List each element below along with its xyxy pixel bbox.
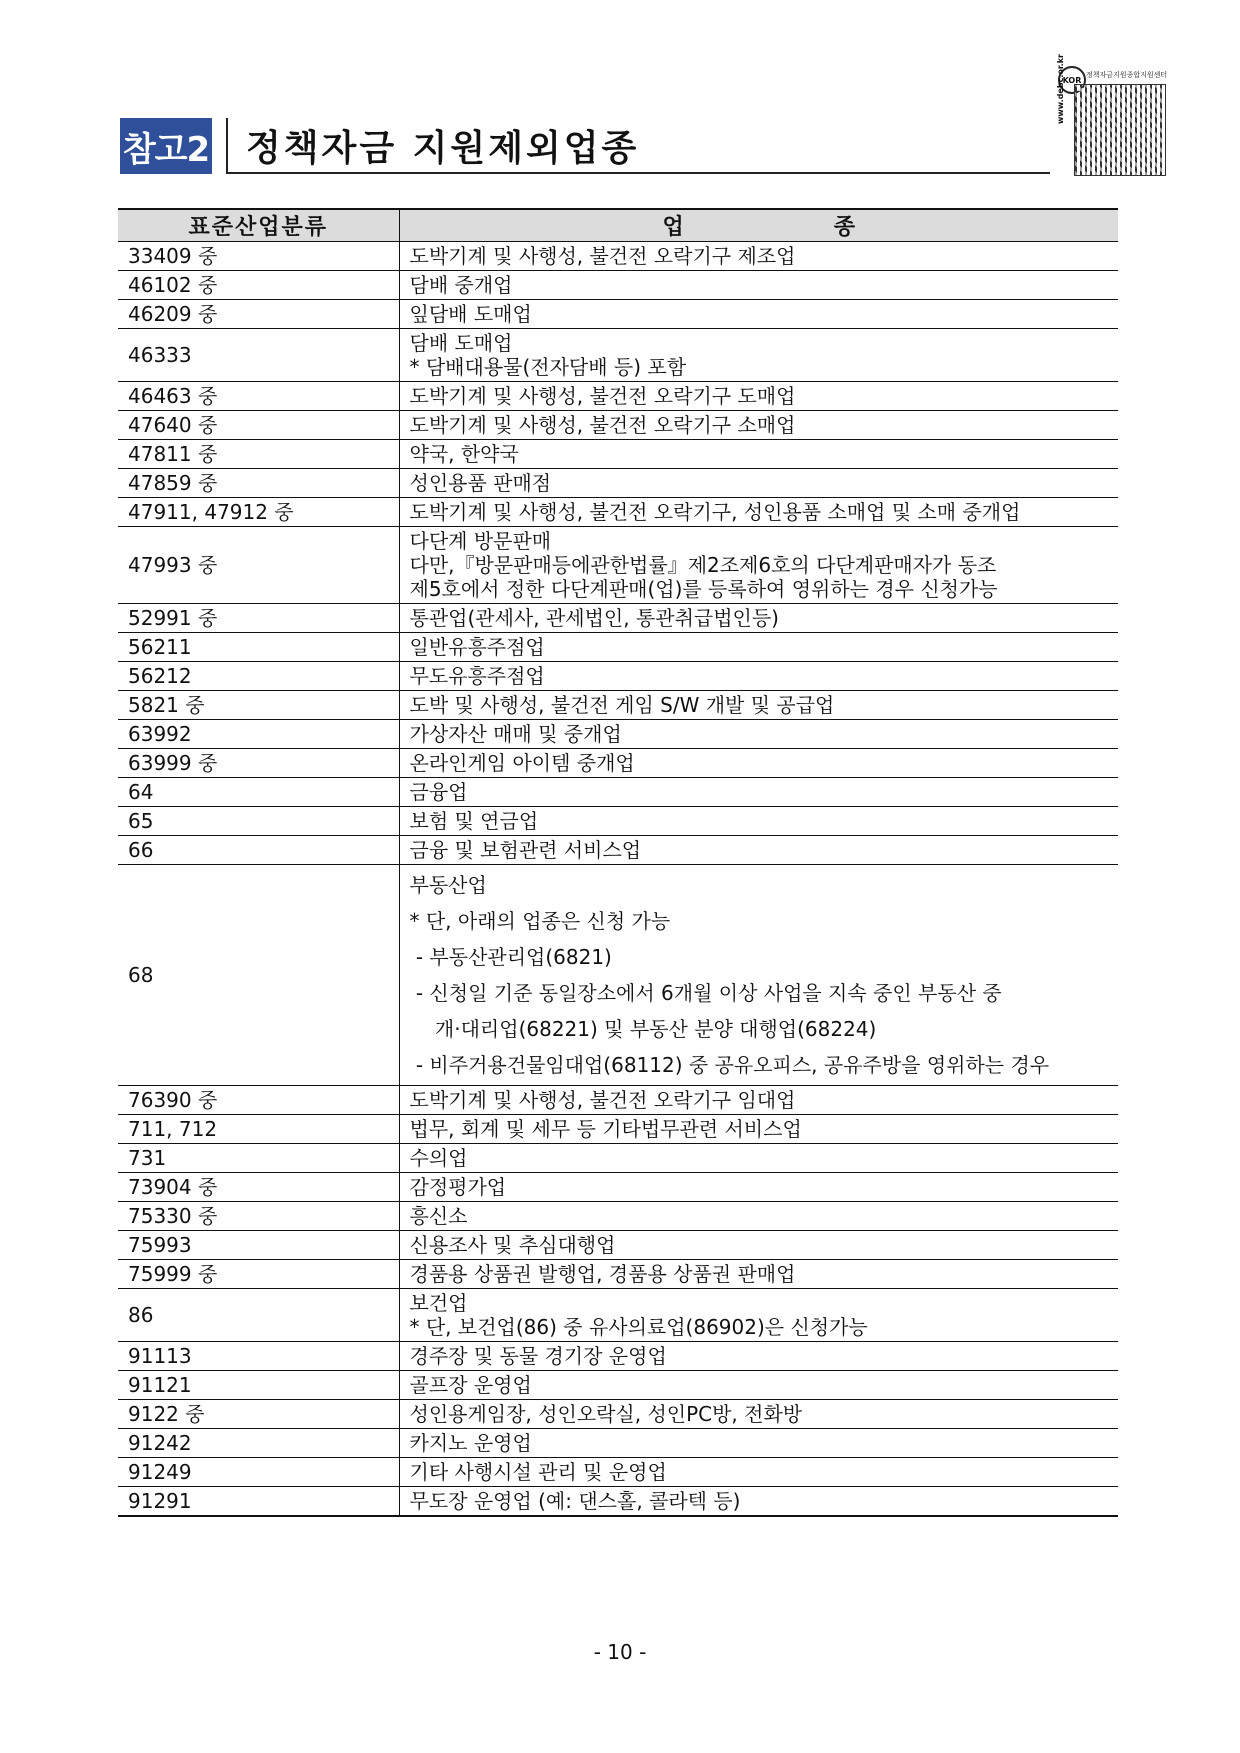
industry-description-line: 부동산업: [409, 873, 487, 897]
industry-code: 75330 중: [118, 1202, 399, 1231]
logo-url: www.debc.or.kr: [1056, 54, 1065, 124]
table-row: [118, 1144, 1118, 1173]
industry-description: [399, 749, 1118, 778]
table-row: [118, 329, 1118, 382]
industry-code: 75999 중: [118, 1260, 399, 1289]
industry-description: [399, 527, 1118, 604]
table-row: [118, 1173, 1118, 1202]
industry-description-line: 기타 사행시설 관리 및 운영업: [409, 1460, 667, 1484]
industry-description: [399, 1289, 1118, 1342]
industry-description: [399, 1115, 1118, 1144]
industry-description: [399, 1342, 1118, 1371]
industry-description-line: 가상자산 매매 및 중개업: [409, 722, 622, 746]
industry-description-line: 수의업: [409, 1146, 468, 1170]
industry-code: 76390 중: [118, 1086, 399, 1115]
table-row: [118, 440, 1118, 469]
industry-code: 91113: [118, 1342, 399, 1371]
reference-tag: 참고2: [120, 118, 212, 174]
industry-code: 47993 중: [118, 527, 399, 604]
industry-code: 46209 중: [118, 300, 399, 329]
industry-description: [399, 1144, 1118, 1173]
industry-description: [399, 865, 1118, 1086]
industry-description: [399, 778, 1118, 807]
industry-description-line: 제5호에서 정한 다단계판매(업)를 등록하여 영위하는 경우 신청가능: [409, 577, 998, 601]
industry-code: 56212: [118, 662, 399, 691]
table-row: [118, 1260, 1118, 1289]
industry-description: [399, 1400, 1118, 1429]
industry-code: 91242: [118, 1429, 399, 1458]
industry-description: [399, 1371, 1118, 1400]
industry-description: [399, 329, 1118, 382]
industry-description-line: 도박기계 및 사행성, 불건전 오락기구 소매업: [409, 413, 796, 437]
table-row: [118, 1342, 1118, 1371]
table-row: [118, 242, 1118, 271]
logo-qr-block: [1056, 54, 1168, 176]
industry-description: [399, 836, 1118, 865]
header-industry: 업종: [399, 209, 1118, 242]
industry-code: 73904 중: [118, 1173, 399, 1202]
industry-description: [399, 720, 1118, 749]
industry-description-line: 도박기계 및 사행성, 불건전 오락기구 도매업: [409, 384, 796, 408]
industry-description-line: - 신청일 기준 동일장소에서 6개월 이상 사업을 지속 중인 부동산 중: [409, 981, 1002, 1005]
table-row: [118, 1231, 1118, 1260]
table-row: [118, 1289, 1118, 1342]
industry-description-line: 다단계 방문판매: [409, 529, 552, 553]
industry-code: 46102 중: [118, 271, 399, 300]
industry-code: 66: [118, 836, 399, 865]
industry-description-line: 골프장 운영업: [409, 1373, 532, 1397]
table-row: [118, 1400, 1118, 1429]
industry-code: 68: [118, 865, 399, 1086]
industry-description-line: 금융업: [409, 780, 468, 804]
table-row: [118, 604, 1118, 633]
industry-code: 47859 중: [118, 469, 399, 498]
table-row: [118, 807, 1118, 836]
industry-code: 52991 중: [118, 604, 399, 633]
industry-code: 711, 712: [118, 1115, 399, 1144]
industry-description-line: 성인용품 판매점: [409, 471, 552, 495]
industry-code: 91249: [118, 1458, 399, 1487]
industry-description-line: 금융 및 보험관련 서비스업: [409, 838, 642, 862]
industry-code: 63999 중: [118, 749, 399, 778]
industry-description-line: 도박 및 사행성, 불건전 게임 S/W 개발 및 공급업: [409, 693, 835, 717]
industry-description-line: 신용조사 및 추심대행업: [409, 1233, 616, 1257]
industry-description: [399, 633, 1118, 662]
industry-description: [399, 469, 1118, 498]
industry-description: [399, 1487, 1118, 1517]
industry-description: [399, 807, 1118, 836]
table-row: [118, 836, 1118, 865]
industry-description: [399, 1086, 1118, 1115]
qr-code-icon: [1074, 84, 1166, 176]
header-code: 표준산업분류: [118, 209, 399, 242]
industry-description-line: 개·대리업(68221) 및 부동산 분양 대행업(68224): [409, 1017, 877, 1041]
industry-description-line: 담배 중개업: [409, 273, 513, 297]
industry-description-line: 법무, 회계 및 세무 등 기타법무관련 서비스업: [409, 1117, 802, 1141]
table-row: [118, 498, 1118, 527]
table-row: [118, 469, 1118, 498]
table-row: [118, 633, 1118, 662]
industry-code: 91121: [118, 1371, 399, 1400]
industry-code: 63992: [118, 720, 399, 749]
table-row: [118, 411, 1118, 440]
industry-description-line: 다만,『방문판매등에관한법률』제2조제6호의 다단계판매자가 동조: [409, 553, 997, 577]
table-row: [118, 527, 1118, 604]
industry-description-line: 보험 및 연금업: [409, 809, 539, 833]
industry-code: 65: [118, 807, 399, 836]
industry-code: 47640 중: [118, 411, 399, 440]
industry-code: 86: [118, 1289, 399, 1342]
industry-description-line: 감정평가업: [409, 1175, 507, 1199]
industry-description-line: 보건업: [409, 1291, 468, 1315]
industry-description-line: 경품용 상품권 발행업, 경품용 상품권 판매업: [409, 1262, 796, 1286]
industry-description: [399, 440, 1118, 469]
industry-description: [399, 242, 1118, 271]
industry-description: [399, 1458, 1118, 1487]
table-row: [118, 1458, 1118, 1487]
industry-description-line: * 단, 보건업(86) 중 유사의료업(86902)은 신청가능: [409, 1315, 868, 1339]
industry-description-line: 통관업(관세사, 관세법인, 통관취급법인등): [409, 606, 779, 630]
industry-code: 46333: [118, 329, 399, 382]
table-row: [118, 778, 1118, 807]
table-row: [118, 720, 1118, 749]
industry-description: [399, 300, 1118, 329]
logo-org-name: 정책자금지원종합지원센터: [1086, 71, 1168, 79]
industry-code: 33409 중: [118, 242, 399, 271]
page-number: - 10 -: [593, 1640, 647, 1664]
industry-description: [399, 411, 1118, 440]
industry-description-line: 경주장 및 동물 경기장 운영업: [409, 1344, 667, 1368]
table-row: [118, 1086, 1118, 1115]
industry-description: [399, 1429, 1118, 1458]
industry-description: [399, 1231, 1118, 1260]
section-header: [120, 118, 1050, 174]
industry-description: [399, 1173, 1118, 1202]
page-title: 정책자금 지원제외업종: [226, 118, 1050, 174]
table-row: [118, 271, 1118, 300]
industry-description: [399, 382, 1118, 411]
industry-description: [399, 662, 1118, 691]
industry-description-line: 도박기계 및 사행성, 불건전 오락기구 임대업: [409, 1088, 796, 1112]
industry-description-line: 무도장 운영업 (예: 댄스홀, 콜라텍 등): [409, 1489, 741, 1513]
industry-code: 47911, 47912 중: [118, 498, 399, 527]
industry-description-line: 흥신소: [409, 1204, 468, 1228]
industry-description: [399, 691, 1118, 720]
table-row: [118, 662, 1118, 691]
table-row: [118, 1202, 1118, 1231]
industry-code: 5821 중: [118, 691, 399, 720]
industry-description-line: 도박기계 및 사행성, 불건전 오락기구, 성인용품 소매업 및 소매 중개업: [409, 500, 1021, 524]
industry-description-line: 무도유흥주점업: [409, 664, 545, 688]
industry-code: 9122 중: [118, 1400, 399, 1429]
industry-code: 91291: [118, 1487, 399, 1517]
excluded-industries-table: [118, 208, 1118, 1517]
table-row: [118, 691, 1118, 720]
table-row: [118, 1371, 1118, 1400]
industry-description: [399, 1260, 1118, 1289]
industry-code: 47811 중: [118, 440, 399, 469]
table-body: [118, 242, 1118, 1517]
industry-description-line: * 담배대용물(전자담배 등) 포함: [409, 355, 687, 379]
table-row: [118, 1487, 1118, 1517]
industry-description-line: * 단, 아래의 업종은 신청 가능: [409, 909, 671, 933]
industry-description-line: 성인용게임장, 성인오락실, 성인PC방, 전화방: [409, 1402, 803, 1426]
industry-description: [399, 271, 1118, 300]
industry-code: 64: [118, 778, 399, 807]
industry-code: 731: [118, 1144, 399, 1173]
table-row: [118, 382, 1118, 411]
logo-badge: KOR: [1058, 66, 1086, 94]
industry-description-line: 담배 도매업: [409, 331, 513, 355]
industry-description-line: 일반유흥주점업: [409, 635, 545, 659]
industry-description-line: 약국, 한약국: [409, 442, 519, 466]
industry-code: 56211: [118, 633, 399, 662]
industry-description-line: - 부동산관리업(6821): [409, 945, 612, 969]
table-row: [118, 865, 1118, 1086]
industry-description-line: 잎담배 도매업: [409, 302, 532, 326]
table-row: [118, 1115, 1118, 1144]
industry-description: [399, 498, 1118, 527]
industry-code: 75993: [118, 1231, 399, 1260]
industry-description-line: 카지노 운영업: [409, 1431, 532, 1455]
industry-description-line: 온라인게임 아이템 중개업: [409, 751, 635, 775]
table-row: [118, 1429, 1118, 1458]
industry-description-line: - 비주거용건물임대업(68112) 중 공유오피스, 공유주방을 영위하는 경우: [409, 1053, 1050, 1077]
industry-description: [399, 1202, 1118, 1231]
table-header-row: [118, 209, 1118, 242]
table-row: [118, 300, 1118, 329]
table-row: [118, 749, 1118, 778]
industry-description-line: 도박기계 및 사행성, 불건전 오락기구 제조업: [409, 244, 796, 268]
industry-code: 46463 중: [118, 382, 399, 411]
industry-description: [399, 604, 1118, 633]
